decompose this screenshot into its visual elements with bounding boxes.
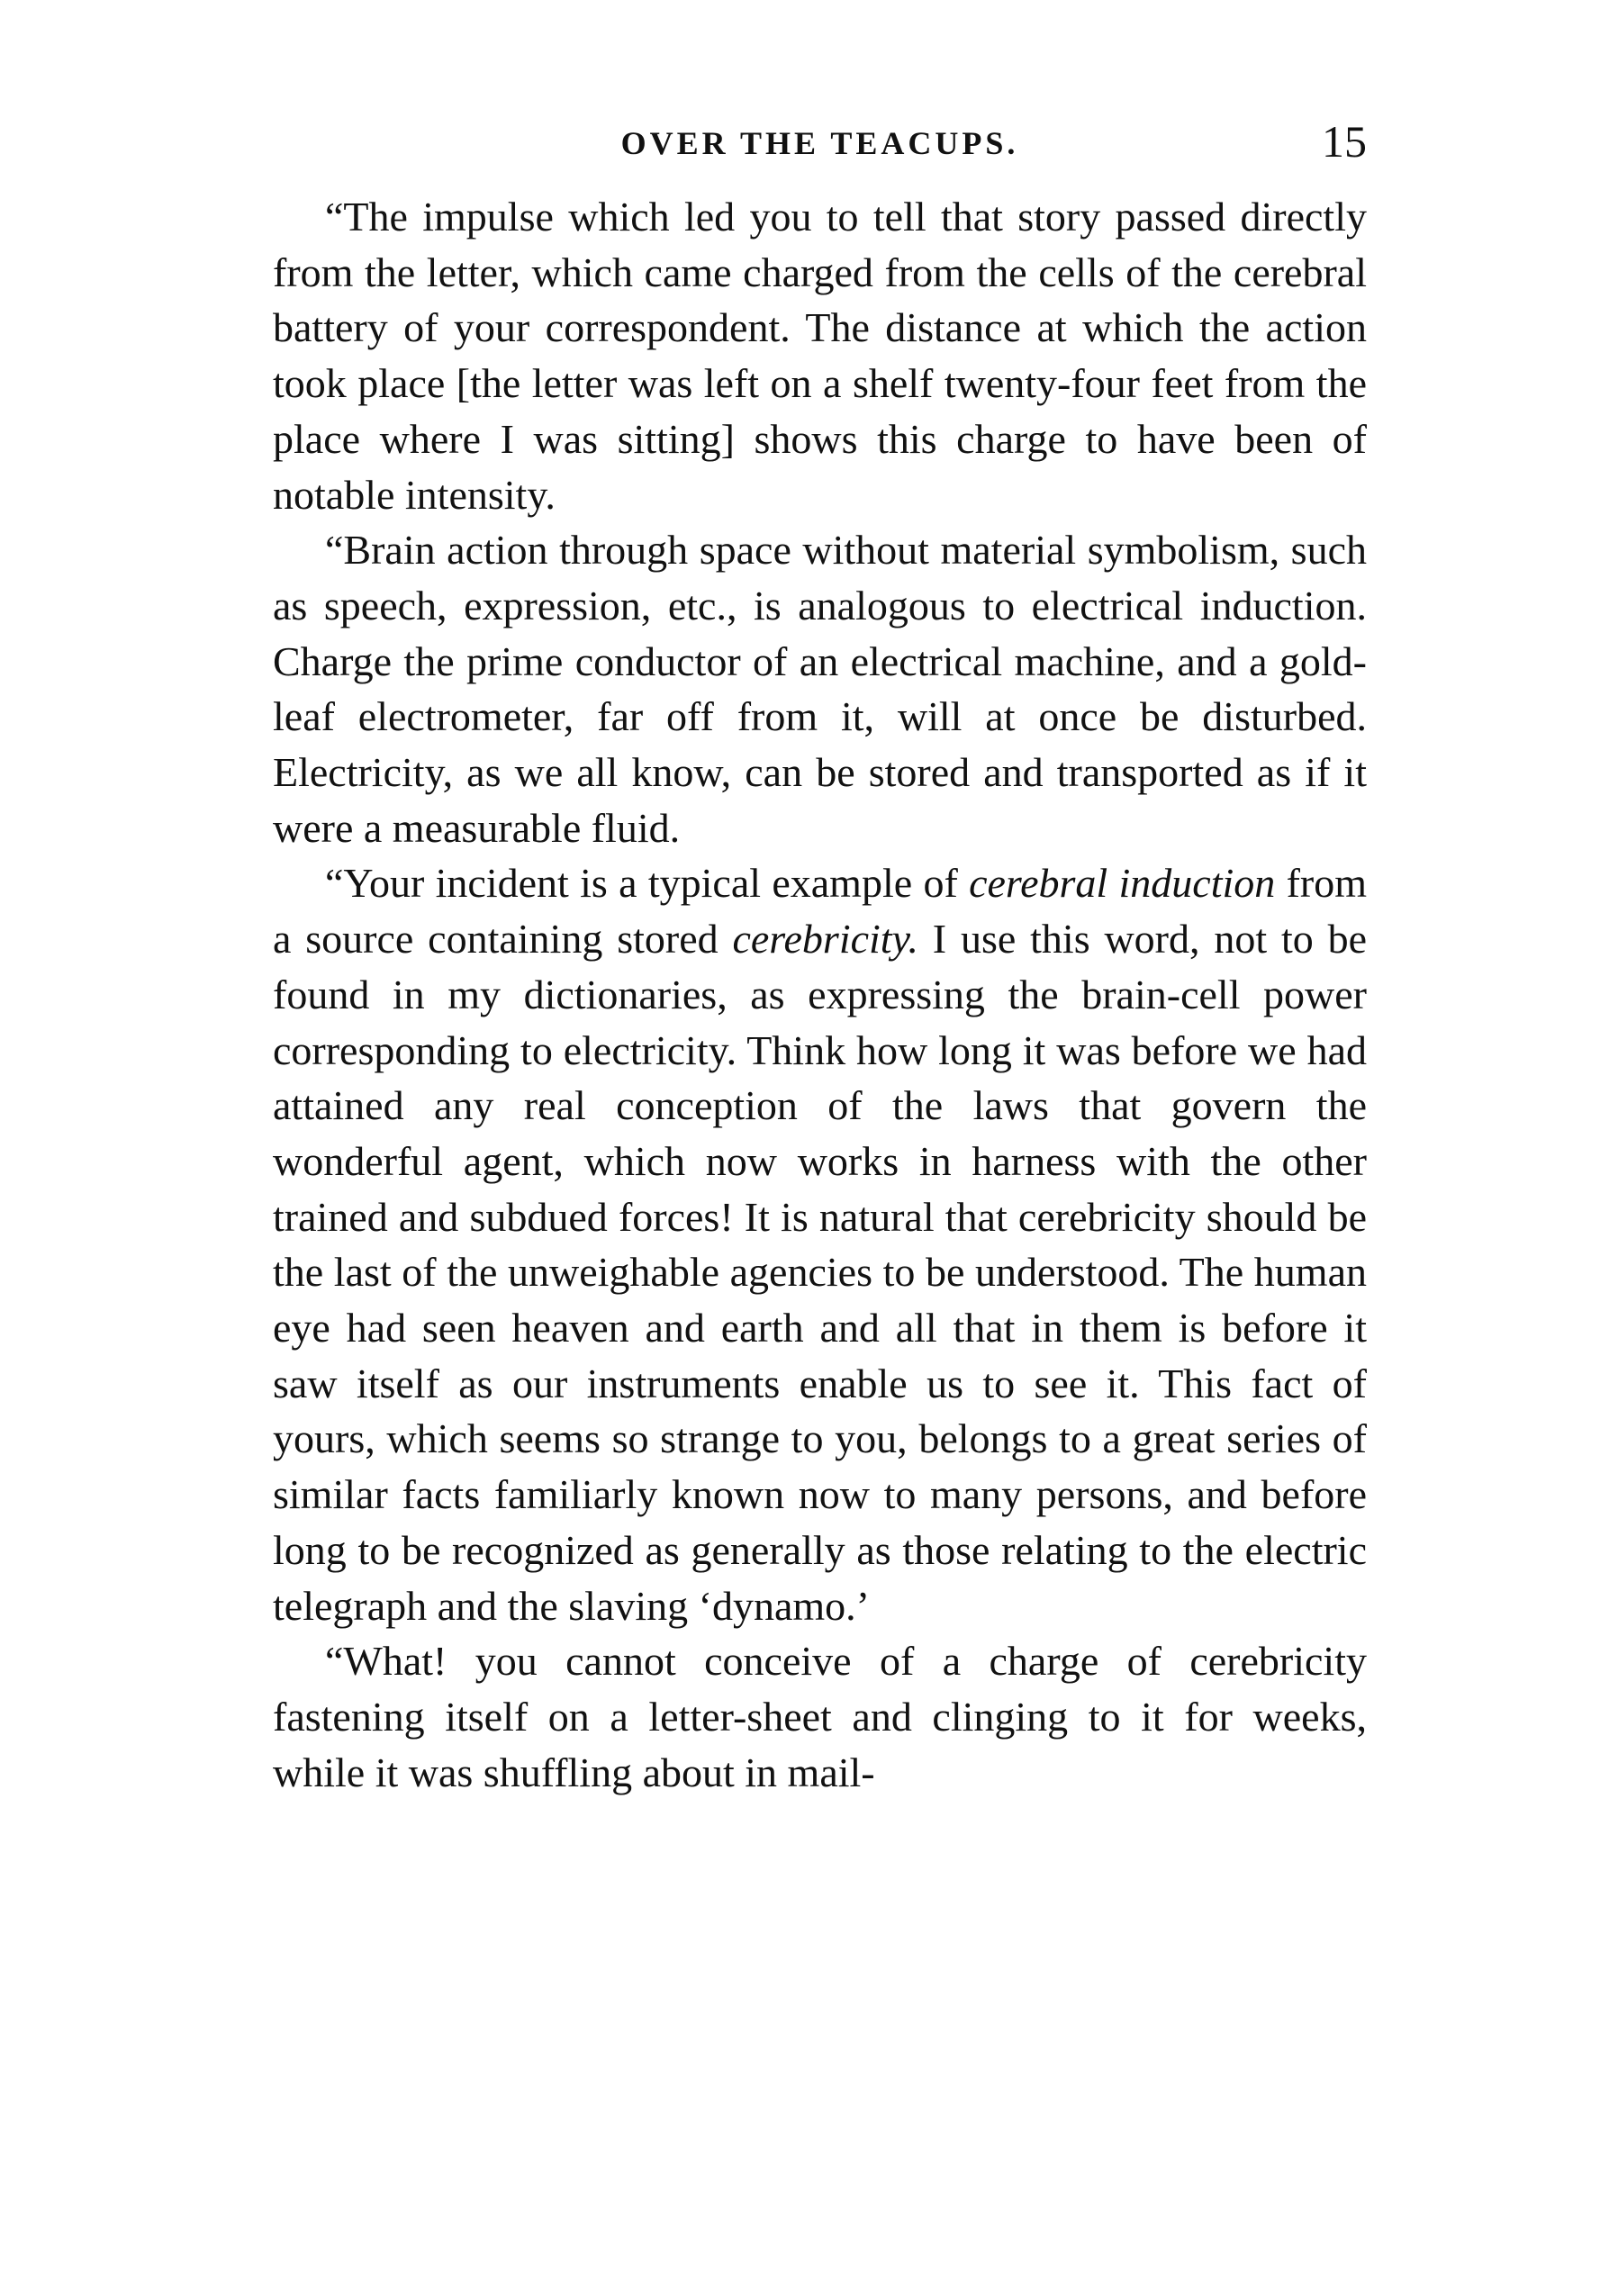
italic-term: cerebricity. bbox=[732, 916, 918, 963]
text-run: “What! you cannot conceive of a charge of cerebricity fastening itself on a letter-sheet and clinging to it for weeks, while it was shuffling about in mail- bbox=[273, 1638, 1367, 1795]
paragraph bbox=[273, 189, 1367, 522]
paragraph bbox=[273, 1633, 1367, 1800]
text-run: I use this word, not to be found in my dictionaries, as expressing the brain-cell power corresponding to electricity. Think how long it was before we had attained any real conception of the laws that govern the wonderful agent, which now works in harness with the other trained and subdued forces! It is natural that cerebricity should be the last of the unweighable agencies to be understood. The human eye had seen heaven and earth and all that in them is before it saw itself as our instruments enable us to see it. This fact of yours, which seems so strange to you, belongs to a great series of similar facts familiarly known now to many persons, and before long to be recognized as generally as those relating to the electric telegraph and the slaving ‘dynamo.’ bbox=[273, 916, 1368, 1629]
paragraph bbox=[273, 522, 1367, 855]
running-head bbox=[273, 115, 1367, 169]
page-number: 15 bbox=[1322, 116, 1367, 167]
text-run: “The impulse which led you to tell that story passed directly from the letter, which came charged from the cells of the cerebral battery of your correspondent. The distance at which the action took place [the letter was left on a shelf twenty-four feet from the place where I was sitting] shows this charge to have been of notable intensity. bbox=[273, 194, 1367, 518]
running-title: OVER THE TEACUPS. bbox=[620, 125, 1019, 161]
body-text bbox=[273, 189, 1367, 1800]
text-run: “Your incident is a typical example of bbox=[325, 860, 970, 907]
paragraph bbox=[273, 855, 1367, 1633]
text-run: “Brain action through space without material symbolism, such as speech, expression, etc., is analogous to electrical induction. Charge the prime conductor of an electrical machine, and a gold-leaf electrometer, far off from it, will at once be disturbed. Electricity, as we all know, can be stored and transported as if it were a measurable fluid. bbox=[273, 527, 1367, 851]
italic-term: cerebral induction bbox=[969, 860, 1276, 907]
text-run: from a source containing stored bbox=[273, 860, 1368, 963]
